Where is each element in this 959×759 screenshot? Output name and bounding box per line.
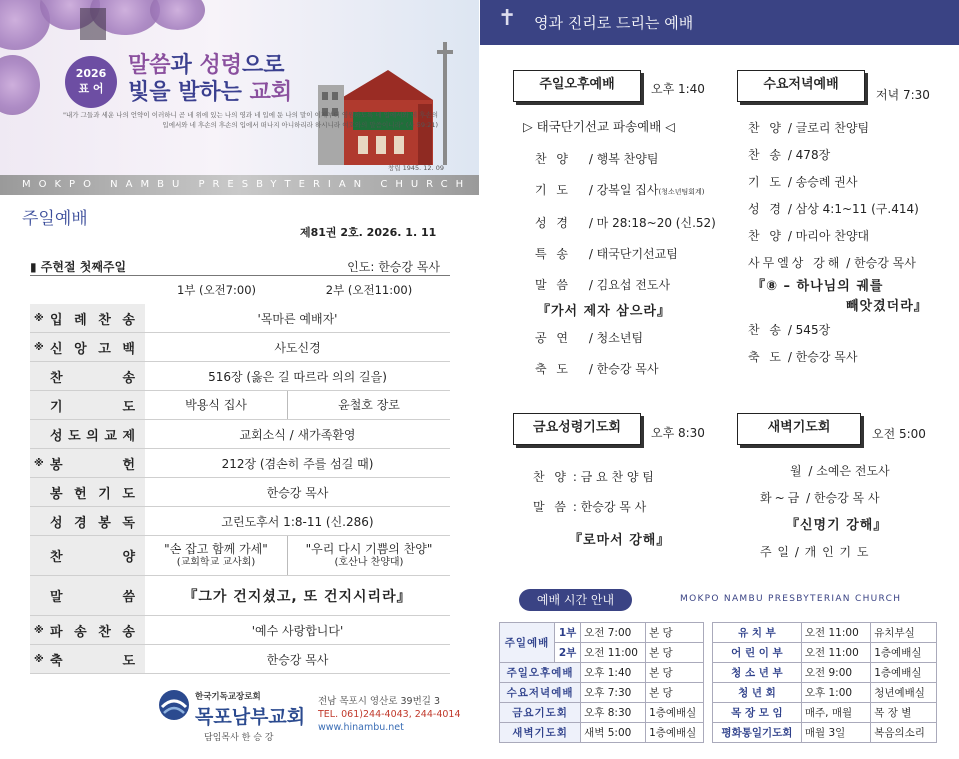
schedule-name: 주일예배 bbox=[500, 623, 555, 663]
order-label-text bbox=[46, 396, 145, 415]
motto-word: 과 bbox=[170, 53, 200, 78]
order-label bbox=[30, 576, 145, 615]
program-value: / 송승례 권사 bbox=[784, 175, 858, 189]
schedule-part: 1부 bbox=[555, 623, 581, 643]
scripture-verse: "내가 그들과 세운 나의 언약이 이러하니 곧 네 위에 있는 나의 영과 네 입에 둔 나의 말이 이제부터 영원하도록 네 입에서와 네 후손의 입에서와 네 후손의 후손의 입에서 떠나지 아니하리라 하시니라 여호와의 말씀이니라" (사 59:21) bbox=[63, 111, 438, 129]
order-label bbox=[30, 420, 145, 448]
sunday-pm-items2 bbox=[523, 323, 716, 385]
order-label bbox=[30, 449, 145, 477]
order-label-char: 헌 bbox=[122, 457, 135, 473]
order-row bbox=[30, 362, 450, 391]
order-row bbox=[30, 391, 450, 420]
schedule-time: 새벽 5:00 bbox=[581, 723, 646, 743]
schedule-row bbox=[713, 683, 937, 703]
order-label-text bbox=[46, 512, 145, 531]
schedule-row bbox=[500, 723, 704, 743]
schedule-time: 매주, 매월 bbox=[801, 703, 870, 723]
friday-sermon: 『로마서 강해』 bbox=[569, 533, 671, 548]
sunday-pm-items bbox=[523, 144, 716, 301]
service-times-row bbox=[145, 278, 450, 300]
schedule-name: 금요기도회 bbox=[500, 703, 581, 723]
required-standing-mark: ※ bbox=[34, 312, 44, 324]
order-label-char: 찬 bbox=[98, 624, 111, 640]
order-label bbox=[30, 616, 145, 644]
phone: TEL. 061)244-4043, 244-4014 bbox=[318, 709, 461, 720]
program-item bbox=[748, 317, 928, 344]
church-building-illustration bbox=[318, 40, 468, 165]
banner bbox=[0, 0, 479, 175]
program-item bbox=[535, 239, 716, 270]
order-value-part2 bbox=[288, 536, 450, 575]
order-value-part2 bbox=[288, 391, 450, 419]
order-label-text bbox=[46, 621, 145, 640]
order-value: 교회소식 / 새가족환영 bbox=[239, 427, 356, 442]
order-label-char: 경 bbox=[74, 515, 87, 531]
order-label-char: 고 bbox=[98, 341, 111, 357]
order-value: 고린도후서 1:8-11 (신.286) bbox=[221, 514, 374, 529]
order-label-char: 말 bbox=[50, 590, 63, 605]
order-label-char: 송 bbox=[122, 624, 135, 640]
program-item bbox=[760, 485, 890, 512]
sunday-pm-subtitle: ▷ 태국단기선교 파송예배 ◁ bbox=[523, 119, 675, 134]
order-label-char: 제 bbox=[122, 428, 135, 444]
program-label: 찬 양 bbox=[748, 121, 784, 135]
schedule-time: 오후 8:30 bbox=[581, 703, 646, 723]
week-row bbox=[30, 254, 450, 276]
order-label-char: 송 bbox=[122, 312, 135, 328]
sunday-pm-time: 오후 1:40 bbox=[651, 82, 705, 96]
issue-number: 제81권 2호. 2026. 1. 11 bbox=[300, 226, 437, 239]
dawn-sermon: 『신명기 강해』 bbox=[786, 518, 888, 533]
week-name: ▮ 주현절 첫째주일 bbox=[30, 260, 127, 274]
schedule-title: 예배 시간 안내 bbox=[519, 589, 632, 611]
order-label-char: 찬 bbox=[50, 370, 63, 386]
program-value: / 마 28:18~20 (신.52) bbox=[585, 216, 716, 230]
program-label: 기 도 bbox=[535, 183, 571, 197]
order-label bbox=[30, 478, 145, 506]
order-label-text bbox=[46, 454, 145, 473]
program-label: 사무엘상 강해 bbox=[748, 256, 843, 270]
order-label-char: 씀 bbox=[122, 590, 135, 605]
program-value: / 소예은 전도사 bbox=[804, 464, 890, 478]
program-item bbox=[535, 323, 716, 354]
order-label bbox=[30, 391, 145, 419]
schedule-place: 본 당 bbox=[646, 623, 704, 643]
schedule-time: 오전 11:00 bbox=[581, 643, 646, 663]
order-value: 212장 (겸손히 주를 섬길 때) bbox=[221, 456, 374, 471]
program-label: 찬 양 bbox=[748, 229, 784, 243]
schedule-row bbox=[500, 663, 704, 683]
order-label-char: 찬 bbox=[98, 312, 111, 328]
year: 2026 bbox=[75, 67, 107, 80]
church-name-strip: MOKPO NAMBU PRESBYTERIAN CHURCH bbox=[0, 175, 479, 195]
program-item bbox=[535, 270, 716, 301]
program-item bbox=[535, 175, 716, 208]
schedule-place: 목 장 별 bbox=[871, 703, 937, 723]
program-item bbox=[535, 354, 716, 385]
order-label-char: 축 bbox=[50, 653, 63, 669]
order-value: 사도신경 bbox=[274, 340, 321, 355]
program-item bbox=[748, 223, 928, 250]
schedule-time: 오후 7:30 bbox=[581, 683, 646, 703]
order-value: '예수 사랑합니다' bbox=[251, 623, 344, 638]
order-label-char: 봉 bbox=[50, 486, 63, 502]
schedule-time: 오전 11:00 bbox=[801, 623, 870, 643]
schedule-row bbox=[713, 723, 937, 743]
schedule-time: 매월 3일 bbox=[801, 723, 870, 743]
program-item bbox=[748, 250, 928, 277]
founded-date: 창립 1945. 12. 09 bbox=[388, 164, 444, 172]
dawn-panel bbox=[760, 458, 890, 566]
schedule-place: 본 당 bbox=[646, 663, 704, 683]
order-label-text bbox=[46, 367, 145, 386]
program-value: : 금 요 찬 양 팀 bbox=[569, 470, 654, 484]
order-label-char: 기 bbox=[50, 399, 63, 415]
order-label-char: 성 bbox=[50, 428, 63, 444]
order-label-char: 성 bbox=[50, 515, 63, 531]
program-item bbox=[535, 208, 716, 239]
wednesday-time: 저녁 7:30 bbox=[876, 88, 930, 102]
order-label-char: 찬 bbox=[50, 550, 63, 565]
order-label-char: 도 bbox=[122, 399, 135, 415]
order-label-text bbox=[46, 338, 145, 357]
motto-word: 으로 bbox=[241, 53, 285, 78]
wednesday-items bbox=[748, 115, 928, 277]
order-row bbox=[30, 420, 450, 449]
lilac-flower bbox=[0, 55, 40, 115]
order-of-worship bbox=[30, 304, 450, 674]
order-label-char: 기 bbox=[98, 486, 111, 502]
order-value: 516장 (옳은 길 따르라 의의 길을) bbox=[208, 369, 387, 384]
order-label-char: 양 bbox=[122, 550, 135, 565]
schedule-name: 청 소 년 부 bbox=[713, 663, 802, 683]
schedule-row bbox=[713, 703, 937, 723]
schedule-time: 오전 9:00 bbox=[801, 663, 870, 683]
program-label: 찬 양 bbox=[535, 152, 571, 166]
program-label: 찬 송 bbox=[748, 148, 784, 162]
program-value: / 마리아 찬양대 bbox=[784, 229, 870, 243]
schedule-place: 본 당 bbox=[646, 643, 704, 663]
order-value-note: (교회학교 교사회) bbox=[176, 556, 256, 568]
friday-panel bbox=[533, 462, 670, 556]
program-value: / 글로리 찬양팀 bbox=[784, 121, 870, 135]
order-label bbox=[30, 536, 145, 575]
right-header-title: 영과 진리로 드리는 예배 bbox=[534, 14, 694, 32]
order-label-text bbox=[46, 586, 145, 605]
schedule-time: 오전 11:00 bbox=[801, 643, 870, 663]
sunday-pm-title: 주일오후예배 bbox=[513, 70, 641, 102]
program-item bbox=[748, 196, 928, 223]
required-standing-mark: ※ bbox=[34, 624, 44, 636]
program-value: / 삼상 4:1~11 (구.414) bbox=[784, 202, 919, 216]
order-label-char: 교 bbox=[104, 428, 117, 444]
order-row bbox=[30, 333, 450, 362]
order-label-char: 의 bbox=[86, 428, 99, 444]
wednesday-sermon-2: 빼앗겼더라』 bbox=[846, 299, 928, 314]
friday-title: 금요성령기도회 bbox=[513, 413, 641, 445]
church-logo-name: 목포남부교회 bbox=[195, 706, 306, 728]
program-label: 축 도 bbox=[748, 350, 784, 364]
schedule-name: 주일오후예배 bbox=[500, 663, 581, 683]
motto-word: 교회 bbox=[249, 80, 293, 105]
program-label: 월 bbox=[790, 464, 805, 478]
schedule-row bbox=[500, 703, 704, 723]
program-item bbox=[760, 458, 890, 485]
program-value: / 한승강 목사 bbox=[842, 256, 916, 270]
website-link[interactable]: www.hinambu.net bbox=[318, 722, 404, 733]
order-value: 윤철호 장로 bbox=[338, 398, 400, 412]
program-item bbox=[748, 344, 928, 371]
order-value-note: (호산나 찬양대) bbox=[334, 556, 404, 568]
order-value-part1 bbox=[145, 391, 288, 419]
order-row bbox=[30, 536, 450, 576]
order-value: 한승강 목사 bbox=[266, 485, 329, 500]
schedule-name: 수요저녁예배 bbox=[500, 683, 581, 703]
program-item bbox=[748, 115, 928, 142]
order-label-text bbox=[46, 425, 145, 444]
denomination: 한국기독교장로회 bbox=[195, 692, 261, 702]
schedule-place: 복음의소리 bbox=[871, 723, 937, 743]
schedule-time: 오전 7:00 bbox=[581, 623, 646, 643]
order-label bbox=[30, 362, 145, 390]
order-label-char: 앙 bbox=[74, 341, 87, 357]
schedule-table-right bbox=[712, 622, 937, 743]
schedule-name: 목 장 모 임 bbox=[713, 703, 802, 723]
order-label-char: 송 bbox=[74, 624, 87, 640]
program-value: / 강복일 집사 bbox=[585, 183, 659, 197]
schedule-place: 1층예배실 bbox=[646, 703, 704, 723]
program-label: 화~금 bbox=[760, 491, 803, 505]
service-leader: 인도: 한승강 목사 bbox=[347, 260, 440, 274]
order-label-char: 도 bbox=[122, 486, 135, 502]
motto-word: 성령 bbox=[199, 53, 242, 78]
service-time-2: 2부 (오전11:00) bbox=[325, 283, 413, 297]
schedule-row bbox=[500, 683, 704, 703]
schedule-row bbox=[500, 623, 704, 643]
sunday-pm-panel bbox=[523, 113, 716, 385]
lilac-flower bbox=[150, 0, 205, 30]
order-label-char: 입 bbox=[50, 312, 63, 328]
order-label-char: 파 bbox=[50, 624, 63, 640]
schedule-name: 평화통일기도회 bbox=[713, 723, 802, 743]
order-value: 박용식 집사 bbox=[185, 398, 247, 412]
order-label bbox=[30, 507, 145, 535]
program-item bbox=[533, 492, 670, 522]
schedule-place: 1층예배실 bbox=[646, 723, 704, 743]
schedule-time: 오후 1:00 bbox=[801, 683, 870, 703]
wednesday-panel bbox=[748, 115, 928, 371]
order-value: "손 잡고 함께 가세" bbox=[164, 541, 268, 556]
program-item bbox=[748, 169, 928, 196]
schedule-part: 2부 bbox=[555, 643, 581, 663]
order-row bbox=[30, 507, 450, 536]
order-label-char: 신 bbox=[50, 341, 63, 357]
church-logo-icon bbox=[158, 689, 190, 721]
program-note: (청소년팀회계) bbox=[658, 188, 705, 196]
motto bbox=[128, 52, 292, 106]
program-value: / 478장 bbox=[784, 148, 831, 162]
schedule-name: 청 년 회 bbox=[713, 683, 802, 703]
schedule-table-left bbox=[499, 622, 704, 743]
program-value: / 태국단기선교팀 bbox=[585, 247, 678, 261]
program-value: / 한승강 목 사 bbox=[802, 491, 880, 505]
senior-pastor: 담임목사 한 승 강 bbox=[204, 733, 274, 743]
wednesday-title: 수요저녁예배 bbox=[737, 70, 865, 102]
order-label-char: 도 bbox=[68, 428, 81, 444]
program-label: 찬 양 bbox=[533, 470, 569, 484]
order-label bbox=[30, 333, 145, 361]
program-value: / 행복 찬양팀 bbox=[585, 152, 659, 166]
dawn-sunday: 주 일 / 개 인 기 도 bbox=[760, 545, 870, 559]
friday-items bbox=[533, 462, 670, 522]
sunday-service-title: 주일예배 bbox=[22, 209, 88, 229]
order-label-text bbox=[46, 483, 145, 502]
required-standing-mark: ※ bbox=[34, 653, 44, 665]
order-label-char: 봉 bbox=[98, 515, 111, 531]
order-label-text bbox=[46, 650, 145, 669]
schedule-place: 유치부실 bbox=[871, 623, 937, 643]
program-value: / 545장 bbox=[784, 323, 831, 337]
order-label bbox=[30, 645, 145, 673]
program-value: / 청소년팀 bbox=[585, 331, 644, 345]
program-item bbox=[535, 144, 716, 175]
order-value-part1 bbox=[145, 536, 288, 575]
program-label: 기 도 bbox=[748, 175, 784, 189]
wednesday-sermon-1: 『⑧ – 하나님의 궤를 bbox=[752, 279, 884, 294]
program-label: 축 도 bbox=[535, 362, 571, 376]
dawn-time: 오전 5:00 bbox=[872, 427, 926, 441]
wednesday-items2 bbox=[748, 317, 928, 371]
cross-silhouette bbox=[80, 8, 106, 40]
order-value: "우리 다시 기쁨의 찬양" bbox=[305, 541, 433, 556]
program-label: 찬 송 bbox=[748, 323, 784, 337]
program-value: / 김요섭 전도사 bbox=[585, 278, 671, 292]
schedule-row bbox=[713, 663, 937, 683]
order-row bbox=[30, 576, 450, 616]
required-standing-mark: ※ bbox=[34, 341, 44, 353]
program-item bbox=[748, 142, 928, 169]
program-label: 공 연 bbox=[535, 331, 571, 345]
year-label: 표 어 bbox=[78, 82, 104, 95]
schedule-place: 청년예배실 bbox=[871, 683, 937, 703]
program-value: / 한승강 목사 bbox=[585, 362, 659, 376]
dawn-title: 새벽기도회 bbox=[737, 413, 861, 445]
schedule-row bbox=[713, 623, 937, 643]
cross-icon: ✝ bbox=[498, 6, 517, 31]
schedule-place: 본 당 bbox=[646, 683, 704, 703]
schedule-place: 1층예배실 bbox=[871, 663, 937, 683]
schedule-name: 유 치 부 bbox=[713, 623, 802, 643]
order-value: '목마른 예배자' bbox=[257, 311, 338, 326]
program-value: : 한승강 목 사 bbox=[569, 500, 647, 514]
address: 전남 목포시 영산로 39번길 3 bbox=[318, 696, 440, 707]
program-item bbox=[533, 462, 670, 492]
motto-word: 빛을 발하는 bbox=[128, 80, 250, 105]
order-row bbox=[30, 449, 450, 478]
schedule-name: 어 린 이 부 bbox=[713, 643, 802, 663]
order-label-char: 독 bbox=[122, 515, 135, 531]
order-label-char: 송 bbox=[122, 370, 135, 386]
program-label: 성 경 bbox=[535, 216, 571, 230]
sunday-pm-sermon: 『가서 제자 삼으라』 bbox=[537, 304, 671, 319]
schedule-subtitle: MOKPO NAMBU PRESBYTERIAN CHURCH bbox=[680, 594, 902, 604]
order-label-char: 헌 bbox=[74, 486, 87, 502]
dawn-items bbox=[760, 458, 890, 512]
order-label-char: 봉 bbox=[50, 457, 63, 473]
contact-info bbox=[318, 695, 461, 734]
order-label bbox=[30, 304, 145, 332]
schedule-time: 오후 1:40 bbox=[581, 663, 646, 683]
program-label: 특 송 bbox=[535, 247, 571, 261]
motto-word: 말씀 bbox=[128, 53, 171, 78]
order-row bbox=[30, 304, 450, 333]
required-standing-mark: ※ bbox=[34, 457, 44, 469]
order-value: 한승강 목사 bbox=[266, 652, 329, 667]
order-label-char: 백 bbox=[122, 341, 135, 357]
program-label: 말 씀 bbox=[535, 278, 571, 292]
service-time-1: 1부 (오전7:00) bbox=[176, 283, 257, 297]
schedule-name: 새벽기도회 bbox=[500, 723, 581, 743]
year-badge bbox=[65, 56, 117, 108]
order-label-text bbox=[46, 546, 145, 565]
order-row bbox=[30, 478, 450, 507]
program-label: 성 경 bbox=[748, 202, 784, 216]
friday-time: 오후 8:30 bbox=[651, 426, 705, 440]
schedule-row bbox=[713, 643, 937, 663]
program-label: 말 씀 bbox=[533, 500, 569, 514]
program-value: / 한승강 목사 bbox=[784, 350, 858, 364]
order-row bbox=[30, 645, 450, 674]
right-header-bar bbox=[480, 0, 959, 45]
week-text: 주현절 첫째주일 bbox=[40, 260, 127, 274]
order-value: 『그가 건지셨고, 또 건지시리라』 bbox=[183, 588, 412, 605]
order-label-text bbox=[46, 309, 145, 328]
order-row bbox=[30, 616, 450, 645]
order-label-char: 도 bbox=[122, 653, 135, 669]
order-label-char: 례 bbox=[74, 312, 87, 328]
schedule-place: 1층예배실 bbox=[871, 643, 937, 663]
